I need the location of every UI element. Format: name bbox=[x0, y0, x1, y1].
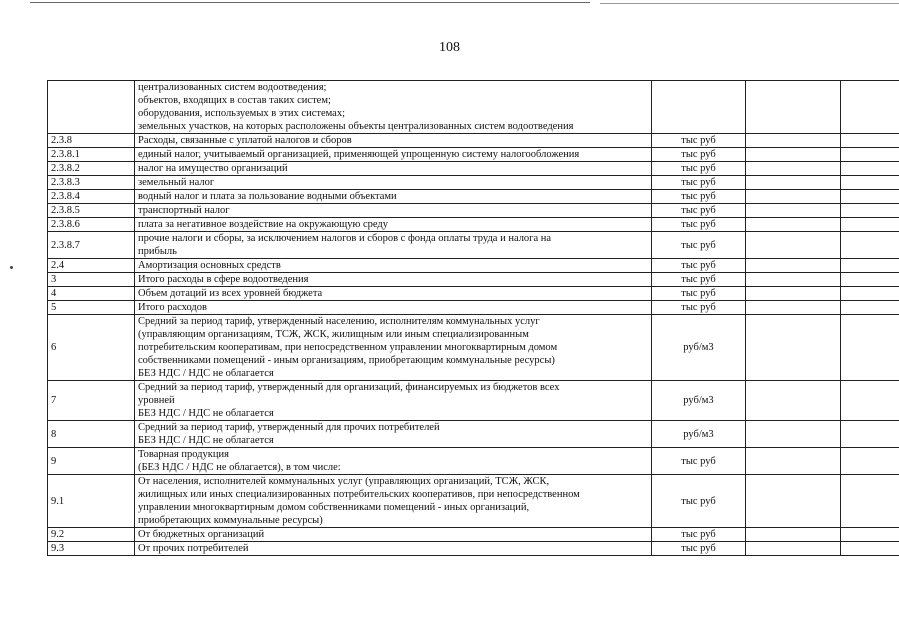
row-value-cell bbox=[841, 218, 899, 232]
row-unit-cell: тыс руб bbox=[652, 190, 746, 204]
row-unit-cell: тыс руб bbox=[652, 287, 746, 301]
table-row bbox=[48, 218, 899, 232]
row-value-cell bbox=[841, 421, 899, 448]
row-unit-cell: тыс руб bbox=[652, 301, 746, 315]
row-description-cell bbox=[135, 259, 652, 273]
row-unit-cell: тыс руб bbox=[652, 232, 746, 259]
row-value-cell bbox=[746, 190, 841, 204]
row-value-cell bbox=[746, 315, 841, 381]
report-table bbox=[47, 80, 899, 556]
description-line: единый налог, учитываемый организацией, применяющей упрощенную систему налогообложения bbox=[138, 149, 580, 160]
row-description-cell bbox=[135, 81, 652, 134]
row-value-cell bbox=[841, 528, 899, 542]
row-value-cell bbox=[746, 81, 841, 134]
table-row bbox=[48, 259, 899, 273]
description-line: От населения, исполнителей коммунальных услуг (управляющих организаций, ТСЖ, ЖСК, bbox=[138, 476, 550, 487]
description-line: собственниками помещений - иным организациям, приобретающим коммунальные ресурсы) bbox=[138, 355, 555, 366]
description-line: Итого расходов bbox=[138, 302, 207, 313]
row-number-cell: 2.3.8.4 bbox=[48, 190, 135, 204]
row-description-cell bbox=[135, 475, 652, 528]
table-row bbox=[48, 542, 899, 556]
row-value-cell bbox=[841, 448, 899, 475]
row-unit-cell: тыс руб bbox=[652, 259, 746, 273]
row-description-cell bbox=[135, 528, 652, 542]
description-line: БЕЗ НДС / НДС не облагается bbox=[138, 435, 274, 446]
row-value-cell bbox=[841, 542, 899, 556]
row-value-cell bbox=[841, 134, 899, 148]
row-description-cell bbox=[135, 421, 652, 448]
description-line: управлении многоквартирным домом собственниками помещений - иных организаций, bbox=[138, 502, 530, 513]
table-row bbox=[48, 273, 899, 287]
description-line: Амортизация основных средств bbox=[138, 260, 281, 271]
row-unit-cell: руб/м3 bbox=[652, 421, 746, 448]
row-value-cell bbox=[746, 134, 841, 148]
description-line: жилищных или иных специализированных потребительских кооперативов, при непосредственном bbox=[138, 489, 580, 500]
row-description-cell bbox=[135, 273, 652, 287]
row-number-cell: 2.3.8.2 bbox=[48, 162, 135, 176]
row-number-cell: 2.3.8.6 bbox=[48, 218, 135, 232]
row-number-cell: 3 bbox=[48, 273, 135, 287]
row-value-cell bbox=[841, 475, 899, 528]
description-line: БЕЗ НДС / НДС не облагается bbox=[138, 368, 274, 379]
table-row bbox=[48, 81, 899, 134]
row-value-cell bbox=[746, 421, 841, 448]
table-row bbox=[48, 162, 899, 176]
table-row bbox=[48, 448, 899, 475]
row-number-cell: 8 bbox=[48, 421, 135, 448]
row-number-cell: 7 bbox=[48, 381, 135, 421]
scan-edge-line bbox=[30, 2, 590, 3]
row-value-cell bbox=[841, 204, 899, 218]
row-unit-cell: тыс руб bbox=[652, 148, 746, 162]
description-line: приобретающих коммунальные ресурсы) bbox=[138, 515, 323, 526]
description-line: От бюджетных организаций bbox=[138, 529, 265, 540]
row-unit-cell: тыс руб bbox=[652, 204, 746, 218]
row-unit-cell: тыс руб bbox=[652, 528, 746, 542]
report-table-body bbox=[48, 81, 899, 556]
row-number-cell: 9.3 bbox=[48, 542, 135, 556]
description-line: БЕЗ НДС / НДС не облагается bbox=[138, 408, 274, 419]
description-line: Товарная продукция bbox=[138, 449, 229, 460]
description-line: Объем дотаций из всех уровней бюджета bbox=[138, 288, 323, 299]
row-description-cell bbox=[135, 448, 652, 475]
row-number-cell: 2.3.8.1 bbox=[48, 148, 135, 162]
row-value-cell bbox=[746, 381, 841, 421]
description-line: земельных участков, на которых расположены объекты централизованных систем водоотведения bbox=[138, 121, 574, 132]
table-row bbox=[48, 381, 899, 421]
row-value-cell bbox=[746, 259, 841, 273]
description-line: Средний за период тариф, утвержденный для организаций, финансируемых из бюджетов всех bbox=[138, 382, 560, 393]
row-value-cell bbox=[746, 232, 841, 259]
row-unit-cell: тыс руб bbox=[652, 273, 746, 287]
table-row bbox=[48, 190, 899, 204]
description-line: транспортный налог bbox=[138, 205, 230, 216]
row-description-cell bbox=[135, 381, 652, 421]
description-line: объектов, входящих в состав таких систем; bbox=[138, 95, 331, 106]
row-number-cell: 5 bbox=[48, 301, 135, 315]
row-value-cell bbox=[746, 448, 841, 475]
row-description-cell bbox=[135, 176, 652, 190]
row-unit-cell bbox=[652, 81, 746, 134]
description-line: водный налог и плата за пользование водными объектами bbox=[138, 191, 397, 202]
row-unit-cell: тыс руб bbox=[652, 176, 746, 190]
row-description-cell bbox=[135, 301, 652, 315]
row-number-cell: 4 bbox=[48, 287, 135, 301]
table-row bbox=[48, 232, 899, 259]
row-value-cell bbox=[841, 301, 899, 315]
description-line: Расходы, связанные с уплатой налогов и сборов bbox=[138, 135, 352, 146]
description-line: земельный налог bbox=[138, 177, 215, 188]
row-unit-cell: тыс руб bbox=[652, 218, 746, 232]
row-value-cell bbox=[841, 287, 899, 301]
row-description-cell bbox=[135, 134, 652, 148]
scan-speck bbox=[10, 266, 13, 269]
description-line: централизованных систем водоотведения; bbox=[138, 82, 327, 93]
table-row bbox=[48, 301, 899, 315]
row-value-cell bbox=[841, 81, 899, 134]
table-row bbox=[48, 475, 899, 528]
table-row bbox=[48, 287, 899, 301]
row-value-cell bbox=[841, 315, 899, 381]
table-row bbox=[48, 204, 899, 218]
table-row bbox=[48, 528, 899, 542]
row-description-cell bbox=[135, 232, 652, 259]
table-row bbox=[48, 134, 899, 148]
row-number-cell bbox=[48, 81, 135, 134]
row-value-cell bbox=[746, 148, 841, 162]
table-row bbox=[48, 421, 899, 448]
description-line: налог на имущество организаций bbox=[138, 163, 288, 174]
row-value-cell bbox=[746, 218, 841, 232]
row-unit-cell: тыс руб bbox=[652, 448, 746, 475]
row-number-cell: 2.3.8.7 bbox=[48, 232, 135, 259]
row-number-cell: 2.3.8.5 bbox=[48, 204, 135, 218]
row-description-cell bbox=[135, 287, 652, 301]
row-value-cell bbox=[746, 301, 841, 315]
row-value-cell bbox=[746, 287, 841, 301]
row-value-cell bbox=[746, 204, 841, 218]
row-description-cell bbox=[135, 204, 652, 218]
description-line: прочие налоги и сборы, за исключением налогов и сборов с фонда оплаты труда и налога на bbox=[138, 233, 552, 244]
description-line: (БЕЗ НДС / НДС не облагается), в том числе: bbox=[138, 462, 341, 473]
row-value-cell bbox=[841, 259, 899, 273]
row-number-cell: 2.4 bbox=[48, 259, 135, 273]
table-row bbox=[48, 176, 899, 190]
row-description-cell bbox=[135, 190, 652, 204]
row-value-cell bbox=[841, 190, 899, 204]
table-row bbox=[48, 148, 899, 162]
description-line: (управляющим организациям, ТСЖ, ЖСК, жилищным или иным специализированным bbox=[138, 329, 529, 340]
row-value-cell bbox=[746, 528, 841, 542]
row-unit-cell: тыс руб bbox=[652, 542, 746, 556]
row-description-cell bbox=[135, 162, 652, 176]
row-unit-cell: руб/м3 bbox=[652, 315, 746, 381]
row-value-cell bbox=[841, 148, 899, 162]
row-description-cell bbox=[135, 542, 652, 556]
row-value-cell bbox=[746, 475, 841, 528]
description-line: плата за негативное воздействие на окружающую среду bbox=[138, 219, 389, 230]
row-description-cell bbox=[135, 218, 652, 232]
row-value-cell bbox=[841, 176, 899, 190]
row-number-cell: 9.1 bbox=[48, 475, 135, 528]
description-line: потребительским кооперативам, при непосредственном управлении многоквартирным домом bbox=[138, 342, 558, 353]
row-value-cell bbox=[746, 162, 841, 176]
description-line: Итого расходы в сфере водоотведения bbox=[138, 274, 309, 285]
row-unit-cell: тыс руб bbox=[652, 475, 746, 528]
row-value-cell bbox=[841, 381, 899, 421]
scan-edge-line bbox=[600, 3, 899, 4]
row-value-cell bbox=[841, 232, 899, 259]
description-line: Средний за период тариф, утвержденный для прочих потребителей bbox=[138, 422, 440, 433]
table-row bbox=[48, 315, 899, 381]
row-number-cell: 9.2 bbox=[48, 528, 135, 542]
page-number: 108 bbox=[439, 40, 460, 55]
row-value-cell bbox=[746, 273, 841, 287]
row-description-cell bbox=[135, 315, 652, 381]
description-line: Средний за период тариф, утвержденный населению, исполнителям коммунальных услуг bbox=[138, 316, 540, 327]
row-value-cell bbox=[746, 542, 841, 556]
row-value-cell bbox=[841, 273, 899, 287]
row-value-cell bbox=[746, 176, 841, 190]
row-number-cell: 9 bbox=[48, 448, 135, 475]
row-number-cell: 2.3.8 bbox=[48, 134, 135, 148]
description-line: От прочих потребителей bbox=[138, 543, 249, 554]
row-value-cell bbox=[841, 162, 899, 176]
description-line: прибыль bbox=[138, 246, 177, 257]
row-unit-cell: тыс руб bbox=[652, 162, 746, 176]
row-unit-cell: тыс руб bbox=[652, 134, 746, 148]
row-number-cell: 2.3.8.3 bbox=[48, 176, 135, 190]
description-line: уровней bbox=[138, 395, 175, 406]
row-description-cell bbox=[135, 148, 652, 162]
row-unit-cell: руб/м3 bbox=[652, 381, 746, 421]
description-line: оборудования, используемых в этих системах; bbox=[138, 108, 346, 119]
row-number-cell: 6 bbox=[48, 315, 135, 381]
